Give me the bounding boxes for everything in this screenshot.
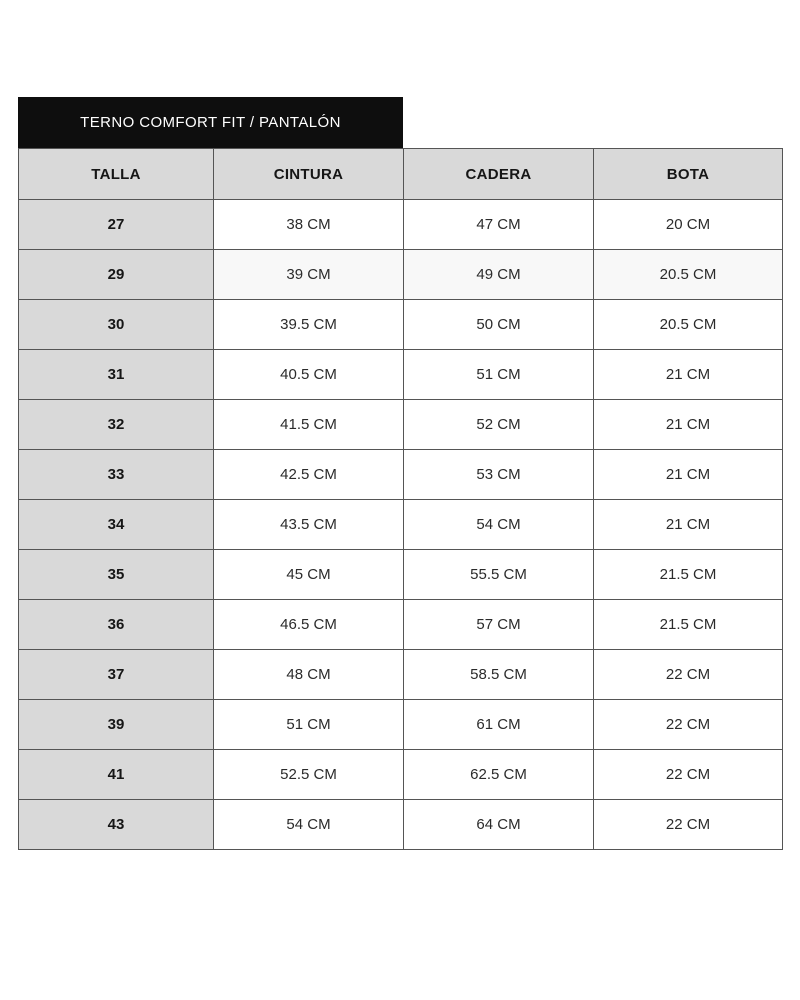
cell-cintura: 38 CM [214,200,404,250]
cell-talla: 34 [19,500,214,550]
cell-bota: 22 CM [594,650,783,700]
cell-cintura: 43.5 CM [214,500,404,550]
cell-bota: 21.5 CM [594,550,783,600]
cell-talla: 39 [19,700,214,750]
cell-cadera: 47 CM [404,200,594,250]
cell-bota: 20 CM [594,200,783,250]
cell-cadera: 49 CM [404,250,594,300]
cell-bota: 21 CM [594,350,783,400]
cell-talla: 29 [19,250,214,300]
table-row [19,350,783,400]
table-header [19,149,783,200]
cell-cintura: 45 CM [214,550,404,600]
cell-bota: 20.5 CM [594,250,783,300]
table-row [19,550,783,600]
cell-talla: 37 [19,650,214,700]
cell-cadera: 50 CM [404,300,594,350]
table-body [19,200,783,850]
cell-cintura: 42.5 CM [214,450,404,500]
cell-talla: 43 [19,800,214,850]
cell-cadera: 52 CM [404,400,594,450]
cell-bota: 22 CM [594,750,783,800]
cell-cadera: 61 CM [404,700,594,750]
header-row [19,149,783,200]
size-table [18,148,783,850]
table-row [19,650,783,700]
cell-talla: 36 [19,600,214,650]
chart-title-bar [18,97,403,148]
cell-cadera: 64 CM [404,800,594,850]
table-row [19,800,783,850]
cell-talla: 27 [19,200,214,250]
cell-talla: 30 [19,300,214,350]
cell-talla: 32 [19,400,214,450]
cell-bota: 20.5 CM [594,300,783,350]
cell-cadera: 55.5 CM [404,550,594,600]
cell-cintura: 39.5 CM [214,300,404,350]
cell-bota: 22 CM [594,700,783,750]
size-chart [18,97,782,850]
table-row [19,400,783,450]
cell-cadera: 58.5 CM [404,650,594,700]
cell-talla: 33 [19,450,214,500]
cell-bota: 21 CM [594,400,783,450]
cell-talla: 31 [19,350,214,400]
cell-bota: 21.5 CM [594,600,783,650]
table-row [19,200,783,250]
table-row [19,500,783,550]
col-header-cadera: CADERA [404,149,594,200]
cell-cintura: 46.5 CM [214,600,404,650]
cell-cadera: 57 CM [404,600,594,650]
cell-bota: 21 CM [594,500,783,550]
cell-cadera: 53 CM [404,450,594,500]
cell-cintura: 52.5 CM [214,750,404,800]
col-header-talla: TALLA [19,149,214,200]
cell-cadera: 51 CM [404,350,594,400]
cell-cintura: 54 CM [214,800,404,850]
col-header-cintura: CINTURA [214,149,404,200]
cell-cintura: 39 CM [214,250,404,300]
cell-cintura: 40.5 CM [214,350,404,400]
cell-talla: 41 [19,750,214,800]
table-row [19,750,783,800]
cell-bota: 21 CM [594,450,783,500]
cell-cadera: 62.5 CM [404,750,594,800]
table-row [19,600,783,650]
table-row [19,700,783,750]
table-row [19,250,783,300]
cell-cintura: 51 CM [214,700,404,750]
table-row [19,450,783,500]
col-header-bota: BOTA [594,149,783,200]
chart-title: TERNO COMFORT FIT / PANTALÓN [80,114,341,131]
cell-bota: 22 CM [594,800,783,850]
cell-talla: 35 [19,550,214,600]
cell-cintura: 41.5 CM [214,400,404,450]
table-row [19,300,783,350]
cell-cadera: 54 CM [404,500,594,550]
cell-cintura: 48 CM [214,650,404,700]
